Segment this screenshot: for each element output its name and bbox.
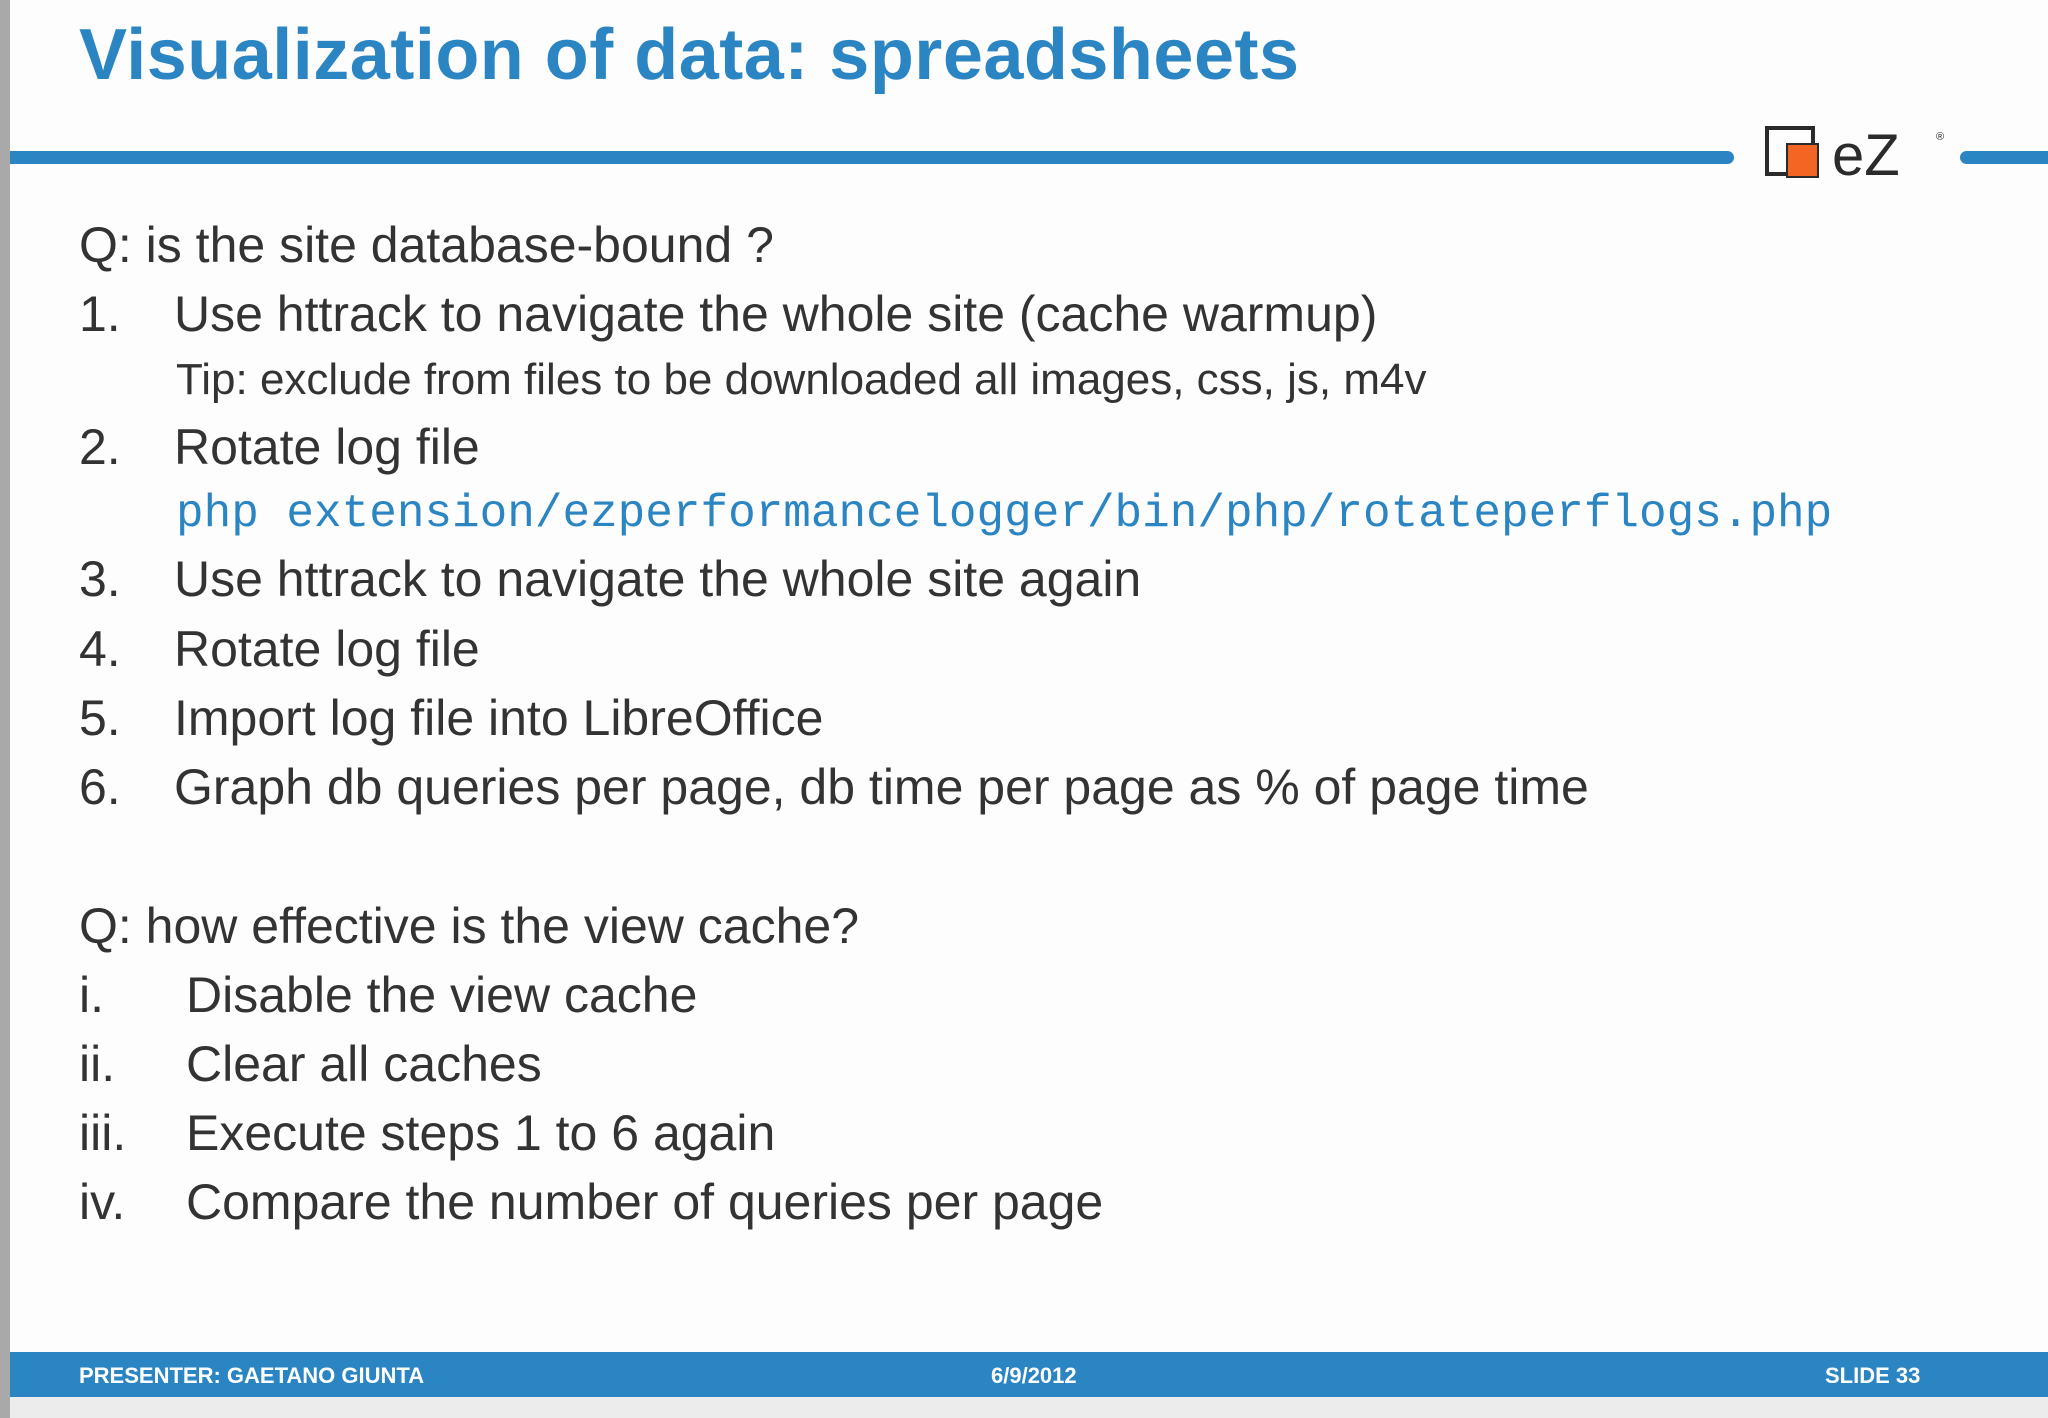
list-number: 2.: [79, 419, 121, 475]
list-text: Use httrack to navigate the whole site again: [174, 551, 1142, 607]
list-text: Rotate log file: [174, 621, 480, 677]
list-number: ii.: [79, 1036, 116, 1092]
list-text: Disable the view cache: [186, 967, 698, 1023]
question-view-cache: Q: how effective is the view cache?: [79, 898, 860, 954]
left-edge-bar: [0, 0, 10, 1418]
list-number: 4.: [79, 621, 121, 677]
slide-title: Visualization of data: spreadsheets: [79, 15, 1300, 95]
tip-text: Tip: exclude from files to be downloaded all images, css, js, m4v: [176, 355, 1427, 404]
list-text: Compare the number of queries per page: [186, 1174, 1104, 1230]
logo-orange-square-icon: [1787, 144, 1818, 177]
list-number: 6.: [79, 759, 121, 815]
footer-slide-number: SLIDE 33: [1825, 1363, 1921, 1388]
footer-date: 6/9/2012: [991, 1363, 1077, 1388]
ez-logo: [1764, 122, 1950, 194]
list-text: Use httrack to navigate the whole site (cache warmup): [174, 286, 1378, 342]
command-code: php extension/ezperformancelogger/bin/php/rotateperflogs.php: [176, 488, 1833, 540]
list-text: Execute steps 1 to 6 again: [186, 1105, 776, 1161]
list-text: Graph db queries per page, db time per page as % of page time: [174, 759, 1589, 815]
list-number: 1.: [79, 286, 121, 342]
slide-footer: [10, 1352, 2048, 1397]
list-number: iii.: [79, 1105, 127, 1161]
list-text: Clear all caches: [186, 1036, 542, 1092]
title-rule-right: [1960, 151, 2048, 164]
footer-bottom-strip: [10, 1397, 2048, 1418]
logo-registered-mark: ®: [1936, 131, 1945, 143]
question-database-bound: Q: is the site database-bound ?: [79, 217, 774, 273]
list-number: 5.: [79, 690, 121, 746]
logo-text: eZ: [1832, 123, 1900, 188]
title-rule-left: [10, 151, 1734, 164]
list-text: Rotate log file: [174, 419, 480, 475]
list-text: Import log file into LibreOffice: [174, 690, 824, 746]
list-number: i.: [79, 967, 104, 1023]
list-number: iv.: [79, 1174, 126, 1230]
list-number: 3.: [79, 551, 121, 607]
footer-presenter: PRESENTER: GAETANO GIUNTA: [79, 1363, 425, 1388]
